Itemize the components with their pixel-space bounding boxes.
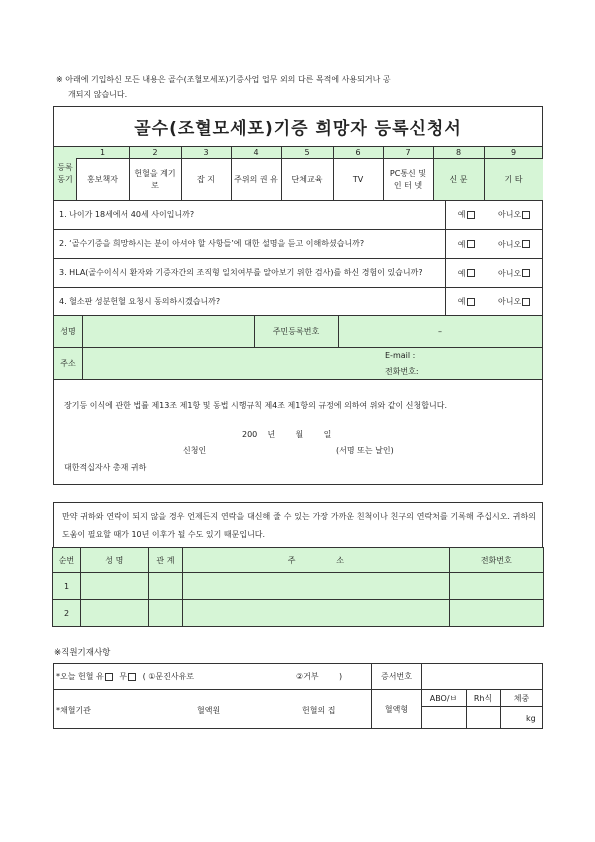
no-option[interactable]: 아니오 xyxy=(498,268,530,279)
table-header: 순번 xyxy=(53,548,81,573)
address-label: 주소 xyxy=(60,359,76,368)
contact-cell[interactable] xyxy=(80,573,148,600)
table-header: 주 소 xyxy=(183,548,449,573)
question-row xyxy=(53,287,543,315)
blood-house-label: 헌혈의 집 xyxy=(302,706,336,715)
divider xyxy=(421,706,543,707)
contact-instruction: 만약 귀하와 연락이 되지 않을 경우 언제든지 연락을 대신해 줄 수 있는 가장 가까운 친척이나 친구의 연락처를 기록해 주십시오. 귀하의 도움이 필요할 때가 10년 이후가 될 수도 있기 때문입니다. xyxy=(62,512,536,539)
no-checkbox[interactable] xyxy=(522,298,530,306)
motive-number: 9 xyxy=(510,148,517,157)
privacy-note xyxy=(56,72,546,102)
table-row xyxy=(53,600,544,627)
answer-options xyxy=(446,259,542,287)
question-text: 2. ‘골수기증을 희망하시는 분이 아셔야 할 사항들’에 대한 설명을 듣고 이해하셨습니까? xyxy=(59,239,365,248)
abo-label: ABO/ㅂ xyxy=(429,693,458,703)
answer-options xyxy=(446,200,542,229)
no-checkbox[interactable] xyxy=(522,240,530,248)
no-option[interactable]: 아니오 xyxy=(498,209,530,220)
yes-checkbox[interactable] xyxy=(467,298,475,306)
answer-options xyxy=(446,288,542,315)
table-row xyxy=(53,573,544,600)
contact-cell[interactable] xyxy=(449,600,543,627)
blood-center-label: 혈액원 xyxy=(197,706,221,715)
no-checkbox[interactable] xyxy=(522,211,530,219)
yes-option[interactable]: 예 xyxy=(458,268,475,279)
motive-number: 3 xyxy=(203,148,209,157)
application-date: 200 년 월 일 xyxy=(242,430,332,439)
divider xyxy=(231,146,232,200)
name-label: 성명 xyxy=(60,326,76,336)
yes-option[interactable]: 예 xyxy=(458,239,475,250)
address-field[interactable] xyxy=(83,349,373,377)
yes-option[interactable]: 예 xyxy=(458,209,475,220)
motive-number: 2 xyxy=(152,148,158,157)
motive-option[interactable]: 홍보책자 xyxy=(87,174,118,184)
donation-status: *오늘 헌혈 유 무 ( ①문진사유로 xyxy=(56,672,195,681)
motive-option[interactable]: 단체교육 xyxy=(291,174,323,184)
yes-checkbox[interactable] xyxy=(467,240,475,248)
cert-number-field[interactable] xyxy=(422,664,542,689)
contact-cell[interactable] xyxy=(148,573,183,600)
rh-label: Rh식 xyxy=(473,693,493,703)
question-text: 3. HLA(골수이식시 환자와 기증자간의 조직형 일치여부를 알아보기 위한 검사)를 하신 경험이 있습니까? xyxy=(59,268,423,277)
motive-number: 4 xyxy=(253,148,259,157)
table-header: 관 계 xyxy=(148,548,183,573)
phone-label: 전화번호: xyxy=(385,367,419,376)
motive-number: 5 xyxy=(304,148,310,157)
rrn-label: 주민등록번호 xyxy=(272,326,320,336)
yes-checkbox[interactable] xyxy=(105,673,113,681)
addressee: 대한적십자사 총재 귀하 xyxy=(64,463,147,472)
divider xyxy=(129,146,130,200)
privacy-note-line1: ※ 아래에 기입하신 모든 내용은 골수(조혈모세포)기증사업 업무 외의 다른 목적에 사용되거나 공 xyxy=(56,75,391,84)
no-option[interactable]: 아니오 xyxy=(498,296,530,307)
rrn-field[interactable] xyxy=(338,316,542,346)
divider xyxy=(333,146,334,200)
weight-label: 체중 xyxy=(513,693,530,703)
table-header: 전화번호 xyxy=(449,548,543,573)
question-row xyxy=(53,200,543,229)
yes-checkbox[interactable] xyxy=(467,211,475,219)
signature-label: (서명 또는 날인) xyxy=(336,446,394,455)
contact-cell[interactable] xyxy=(183,573,449,600)
divider xyxy=(433,146,434,200)
yes-checkbox[interactable] xyxy=(467,269,475,277)
question-row xyxy=(53,229,543,258)
contact-table xyxy=(53,547,543,627)
privacy-note-line2: 개되지 않습니다. xyxy=(68,90,128,99)
blood-type-label: 혈액형 xyxy=(384,705,409,714)
question-row xyxy=(53,258,543,287)
motive-option[interactable]: 잡 지 xyxy=(197,174,215,184)
divider xyxy=(53,379,543,380)
motive-options xyxy=(76,146,543,200)
row-number: 1 xyxy=(53,573,81,600)
divider xyxy=(383,146,384,200)
motive-number: 8 xyxy=(455,148,462,157)
motive-option[interactable]: 주위의 권 유 xyxy=(234,174,278,184)
contact-grid xyxy=(52,547,544,627)
question-text: 1. 나이가 18세에서 40세 사이입니까? xyxy=(59,209,195,219)
refuse-option: ②거부 ) xyxy=(296,672,343,681)
kg-unit: kg xyxy=(526,714,536,723)
motive-number: 1 xyxy=(99,148,106,157)
cert-number-label: 증서번호 xyxy=(381,672,412,681)
motive-option[interactable]: TV xyxy=(352,174,364,184)
divider xyxy=(181,146,182,200)
divider xyxy=(484,146,485,200)
form-title: 골수(조혈모세포)기증 희망자 등록신청서 xyxy=(134,118,462,139)
answer-options xyxy=(446,230,542,258)
no-checkbox[interactable] xyxy=(128,673,136,681)
contact-cell[interactable] xyxy=(80,600,148,627)
row-number: 2 xyxy=(53,600,81,627)
collection-agency-label: *채혈기관 xyxy=(56,706,91,715)
contact-cell[interactable] xyxy=(148,600,183,627)
email-label: E-mail : xyxy=(385,351,416,360)
motive-number: 6 xyxy=(355,148,361,157)
contact-cell[interactable] xyxy=(449,573,543,600)
motive-option[interactable]: 신 문 xyxy=(433,159,484,200)
no-checkbox[interactable] xyxy=(522,269,530,277)
motive-label: 등록동기 xyxy=(54,147,76,200)
motive-option[interactable]: 기 타 xyxy=(484,159,543,200)
applicant-label: 신청인 xyxy=(183,446,207,455)
motive-option[interactable]: PC통신 및 인 터 넷 xyxy=(389,168,427,190)
rrn-dash: – xyxy=(438,326,442,336)
contact-cell[interactable] xyxy=(183,600,449,627)
table-header-row xyxy=(53,548,544,573)
yes-option[interactable]: 예 xyxy=(458,296,475,307)
name-field[interactable] xyxy=(83,317,253,345)
divider xyxy=(281,146,282,200)
table-header: 성 명 xyxy=(80,548,148,573)
motive-number: 7 xyxy=(405,148,411,157)
motive-option[interactable]: 헌혈을 계기로 xyxy=(134,168,176,190)
question-text: 4. 혈소판 성분헌혈 요청시 동의하시겠습니까? xyxy=(59,296,221,306)
no-option[interactable]: 아니오 xyxy=(498,239,530,250)
question-list xyxy=(53,200,543,315)
declaration-text: 장기등 이식에 관한 법률 제13조 제1항 및 동법 시행규칙 제4조 제1항의 규정에 의하여 위와 같이 신청합니다. xyxy=(64,401,447,410)
staff-heading: ※직원기재사항 xyxy=(54,648,111,658)
divider xyxy=(53,347,543,348)
